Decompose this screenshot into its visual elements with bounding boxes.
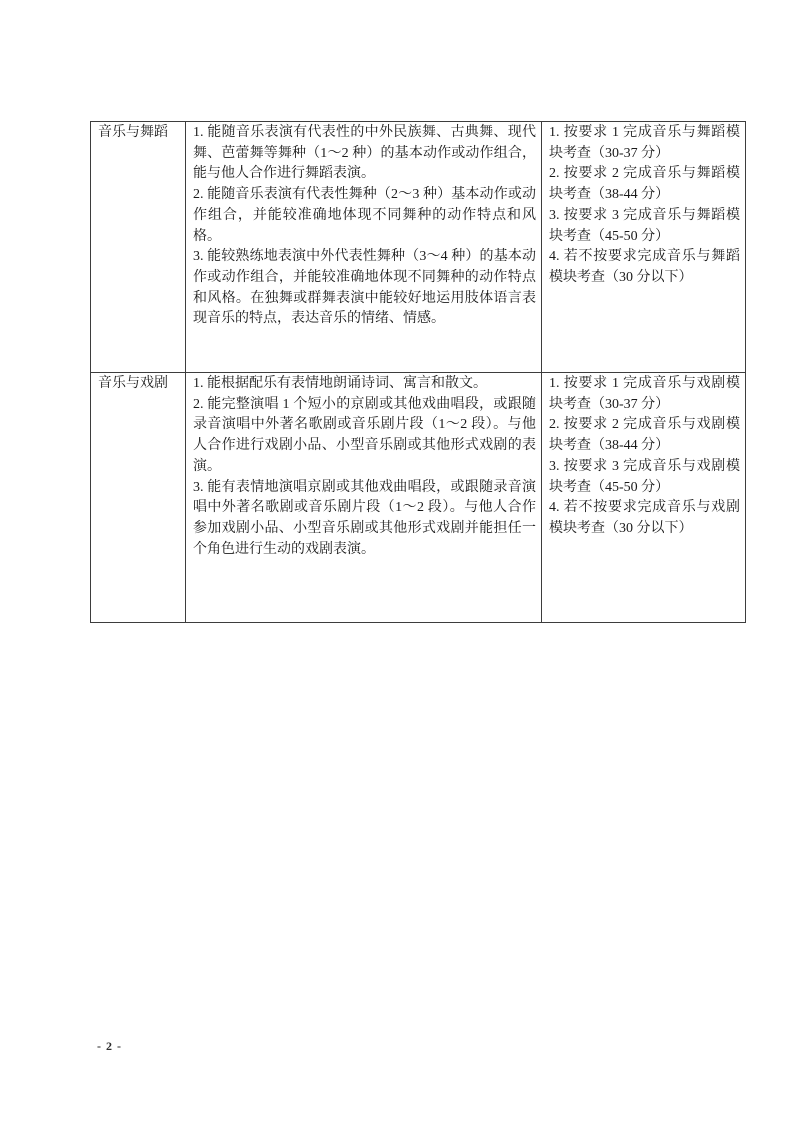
page-number: - 2 - — [97, 1039, 122, 1053]
scoring-item: 2. 按要求 2 完成音乐与戏剧模块考查（38-44 分） — [549, 417, 740, 454]
scoring-item: 4. 若不按要求完成音乐与舞蹈模块考查（30 分以下） — [549, 249, 740, 285]
description-cell — [186, 373, 542, 623]
description-item: 2. 能随音乐表演有代表性舞种（2～3 种）基本动作或动作组合，并能较准确地体现不同舞种的动作特点和风格。 — [193, 187, 536, 244]
description-item: 3. 能较熟练地表演中外代表性舞种（3～4 种）的基本动作或动作组合，并能较准确地体现不同舞种的动作特点和风格。在独舞或群舞表演中能较好地运用肢体语言表现音乐的特点，表达音乐的情绪、情感。 — [193, 249, 536, 327]
category-label: 音乐与戏剧 — [98, 376, 168, 391]
category-cell — [91, 122, 186, 373]
scoring-item: 3. 按要求 3 完成音乐与舞蹈模块考查（45-50 分） — [549, 207, 740, 244]
scoring-item: 2. 按要求 2 完成音乐与舞蹈模块考查（38-44 分） — [549, 166, 740, 203]
scoring-item: 1. 按要求 1 完成音乐与戏剧模块考查（30-37 分） — [549, 376, 740, 412]
description-item: 1. 能随音乐表演有代表性的中外民族舞、古典舞、现代舞、芭蕾舞等舞种（1～2 种）的基本动作或动作组合，能与他人合作进行舞蹈表演。 — [193, 125, 536, 182]
scoring-cell — [542, 122, 746, 373]
scoring-item: 1. 按要求 1 完成音乐与舞蹈模块考查（30-37 分） — [549, 125, 740, 161]
table-row — [91, 373, 746, 623]
description-item: 2. 能完整演唱 1 个短小的京剧或其他戏曲唱段，或跟随录音演唱中外著名歌剧或音乐剧片段（1～2 段）。与他人合作进行戏剧小品、小型音乐剧或其他形式戏剧的表演。 — [193, 396, 536, 474]
category-label: 音乐与舞蹈 — [98, 125, 168, 140]
description-item: 1. 能根据配乐有表情地朗诵诗词、寓言和散文。 — [193, 376, 487, 391]
description-item: 3. 能有表情地演唱京剧或其他戏曲唱段，或跟随录音演唱中外著名歌剧或音乐剧片段（1～2 段）。与他人合作参加戏剧小品、小型音乐剧或其他形式戏剧并能担任一个角色进行生动的戏剧表演。 — [193, 479, 536, 557]
scoring-item: 3. 按要求 3 完成音乐与戏剧模块考查（45-50 分） — [549, 458, 740, 495]
description-cell — [186, 122, 542, 373]
scoring-cell — [542, 373, 746, 623]
scoring-item: 4. 若不按要求完成音乐与戏剧模块考查（30 分以下） — [549, 500, 740, 536]
category-cell — [91, 373, 186, 623]
assessment-table — [90, 121, 746, 623]
table-row — [91, 122, 746, 373]
